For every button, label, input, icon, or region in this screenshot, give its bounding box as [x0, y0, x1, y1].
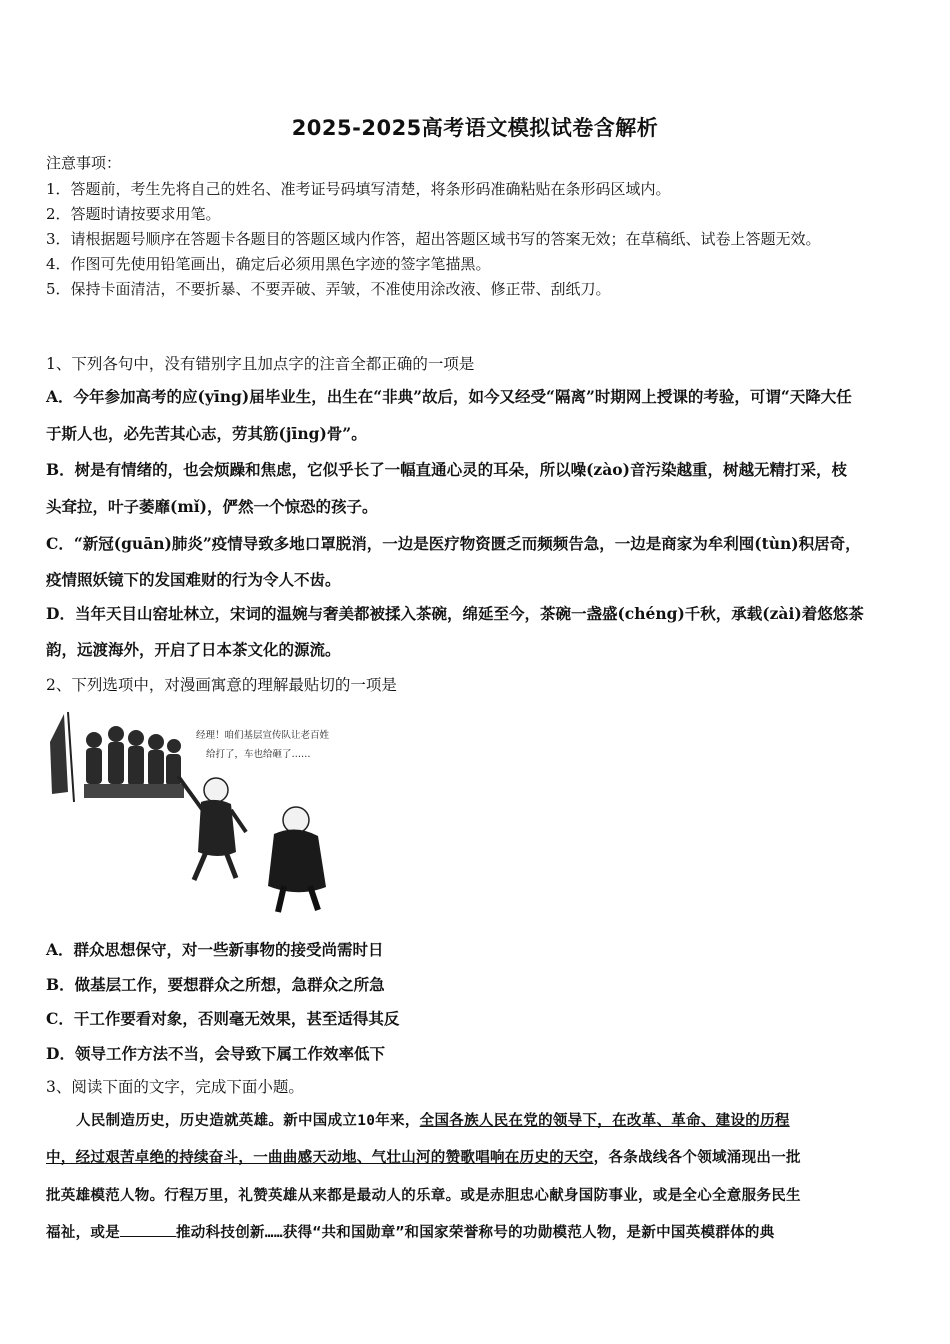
- notice-heading: 注意事项：: [46, 154, 122, 172]
- passage-line-3: 批英雄模范人物。行程万里，礼赞英雄从来都是最动人的乐章。或是赤胆忠心献身国防事业，或是全心全意服务民生: [46, 1188, 801, 1204]
- notice-item-5: 5．保持卡面清洁，不要折暴、不要弄破、弄皱，不准使用涂改液、修正带、刮纸刀。: [46, 280, 611, 298]
- question-2-stem: 2、下列选项中，对漫画寓意的理解最贴切的一项是: [46, 676, 397, 694]
- page-title: 2025-2025高考语文模拟试卷含解析: [291, 116, 659, 140]
- q1-option-a-line2: 于斯人也，必先苦其心志，劳其筋(jīng)骨”。: [46, 424, 367, 443]
- cartoon-image: [46, 702, 376, 917]
- q2-option-a: A．群众思想保守，对一些新事物的接受尚需时日: [46, 940, 384, 959]
- q1-option-c-line1: C．“新冠(guān)肺炎”疫情导致多地口罩脱消，一边是医疗物资匮乏而频频告急，一边是商家为牟利囤(tùn)积居奇，: [46, 534, 861, 553]
- passage-line-2-text: ，各条战线各个领域涌现出一批: [593, 1150, 801, 1166]
- q1-option-d-line1: D．当年天目山窑址林立，宋词的温婉与奢美都被揉入茶碗，绵延至今，茶碗一盏盛(chéng)千秋，承载(zài)着悠悠茶: [46, 604, 864, 623]
- q2-option-b: B．做基层工作，要想群众之所想，急群众之所急: [46, 975, 385, 994]
- q1-option-b-line1: B．树是有情绪的，也会烦躁和焦虑，它似乎长了一幅直通心灵的耳朵，所以噪(zào)音污染越重，树越无精打采，枝: [46, 460, 847, 479]
- passage-underlined-1: 全国各族人民在党的领导下，在改革、革命、建设的历程: [419, 1113, 790, 1129]
- passage-line-4: [46, 1221, 775, 1242]
- cartoon-crowd: [84, 726, 184, 798]
- question-3-stem: 3、阅读下面的文字，完成下面小题。: [46, 1078, 304, 1096]
- q1-option-c-line2: 疫情照妖镜下的发国难财的行为令人不齿。: [46, 570, 341, 589]
- notice-item-4: 4．作图可先使用铅笔画出，确定后必须用黑色字迹的签字笔描黑。: [46, 255, 491, 273]
- cartoon-running-man: [178, 776, 246, 880]
- passage-line-4-a: 福祉，或是: [46, 1225, 120, 1241]
- q1-option-d-line2: 韵，远渡海外，开启了日本茶文化的源流。: [46, 640, 341, 659]
- cartoon-flag: [50, 714, 68, 794]
- notice-item-3: 3．请根据题号顺序在答题卡各题目的答题区域内作答，超出答题区域书写的答案无效；在草稿纸、试卷上答题无效。: [46, 230, 821, 248]
- notice-item-2: 2．答题时请按要求用笔。: [46, 205, 221, 223]
- cartoon-caption-2: 给打了，车也给砸了……: [206, 749, 311, 760]
- cartoon-boss: [268, 807, 326, 912]
- passage-line-1-text: 人民制造历史，历史造就英雄。新中国成立10年来，: [76, 1113, 420, 1129]
- cartoon-caption-1: 经理！咱们基层宣传队让老百姓: [196, 730, 330, 741]
- question-1-stem: 1、下列各句中，没有错别字且加点字的注音全都正确的一项是: [46, 355, 475, 373]
- notice-item-1: 1．答题前，考生先将自己的姓名、准考证号码填写清楚，将条形码准确粘贴在条形码区域内。: [46, 180, 671, 198]
- q1-option-a-line1: A．今年参加高考的应(yīng)届毕业生，出生在“非典”故后，如今又经受“隔离”时期网上授课的考验，可谓“天降大任: [46, 387, 852, 406]
- passage-line-4-b: 推动科技创新……获得“共和国勋章”和国家荣誉称号的功勋模范人物，是新中国英模群体的典: [176, 1225, 775, 1241]
- q2-option-d: D．领导工作方法不当，会导致下属工作效率低下: [46, 1044, 385, 1063]
- passage-underlined-2: 中，经过艰苦卓绝的持续奋斗，一曲曲感天动地、气壮山河的赞歌唱响在历史的天空: [46, 1150, 594, 1166]
- q1-option-b-line2: 头耷拉，叶子萎靡(mǐ)，俨然一个惊恐的孩子。: [46, 497, 378, 516]
- passage-line-1: [76, 1109, 790, 1130]
- passage-line-2: [46, 1146, 801, 1167]
- fill-blank: [120, 1224, 176, 1237]
- q2-option-c: C．干工作要看对象，否则毫无效果，甚至适得其反: [46, 1009, 400, 1028]
